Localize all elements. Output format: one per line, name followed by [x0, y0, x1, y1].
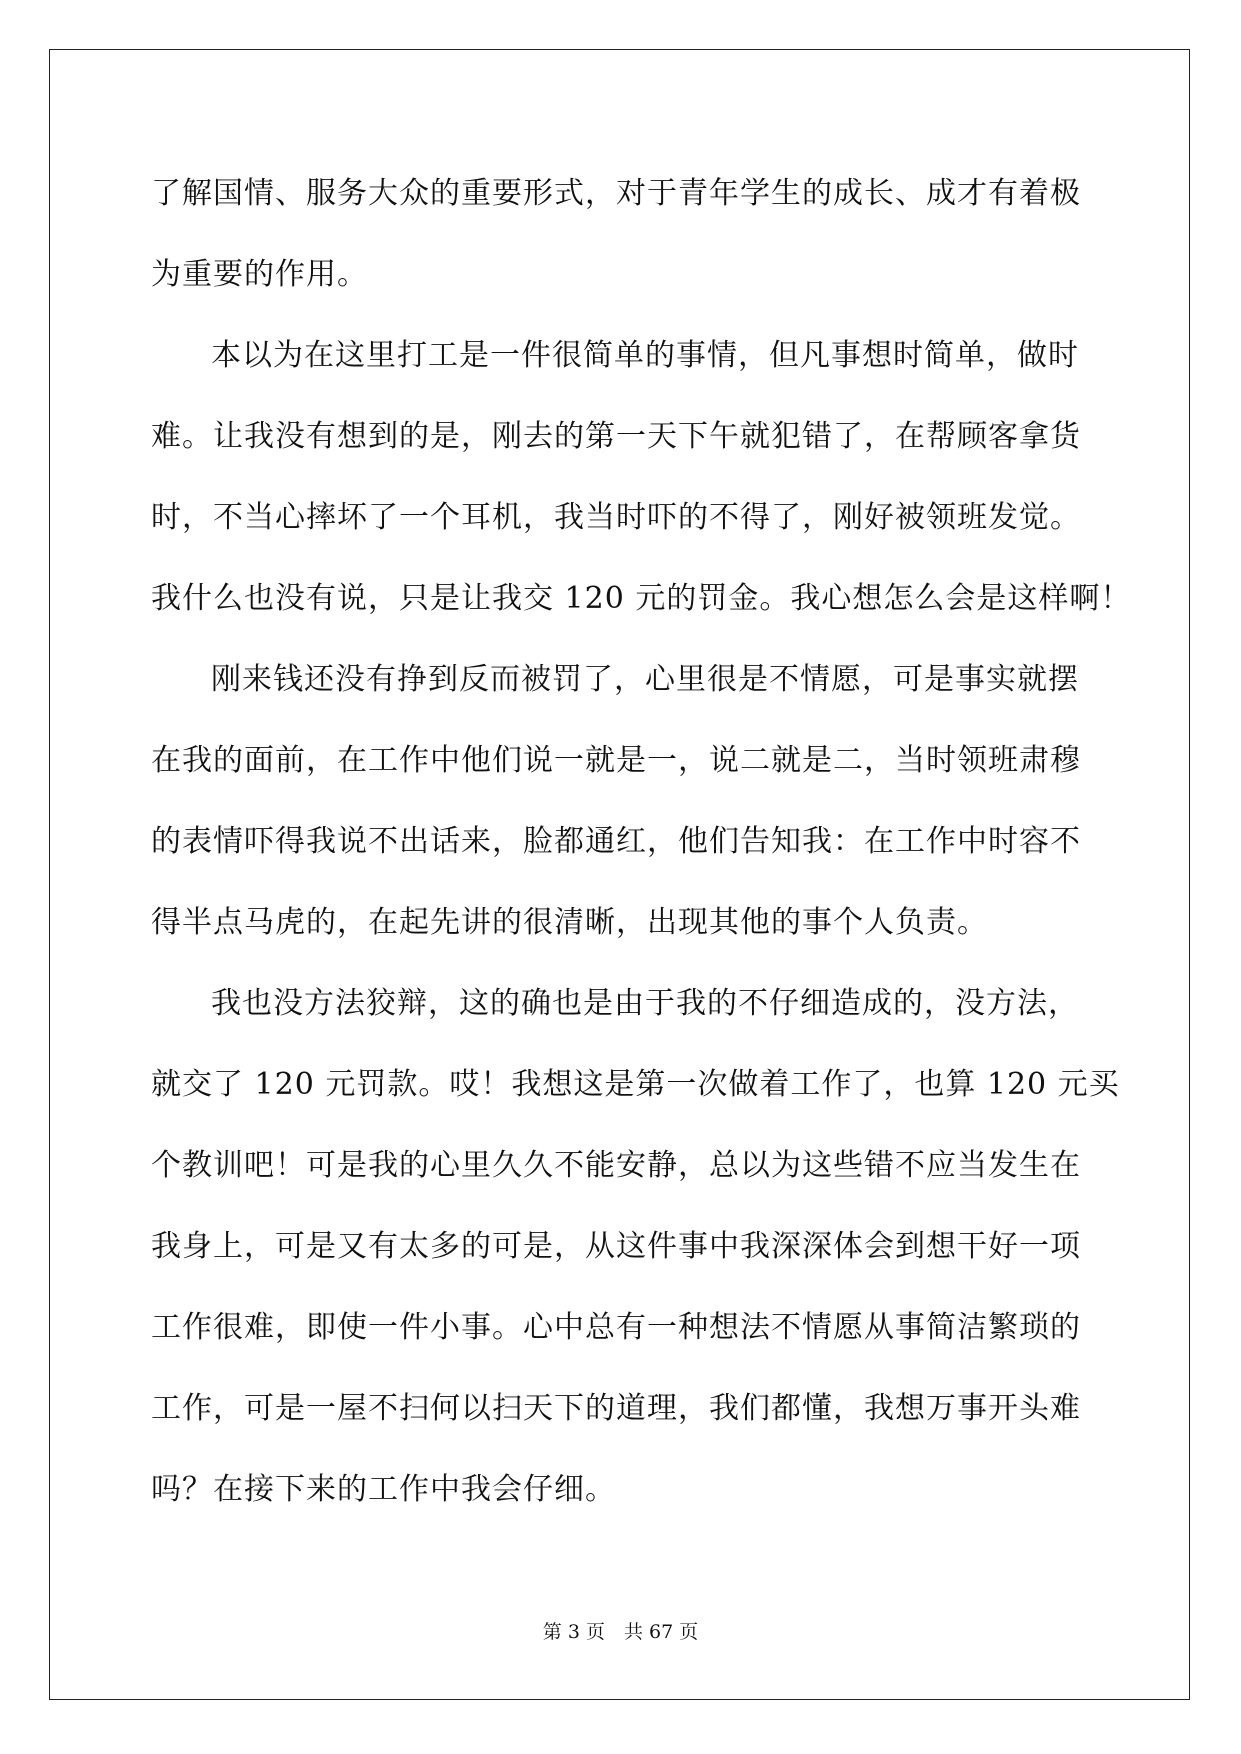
text-line: 了解国情、服务大众的重要形式，对于青年学生的成长、成才有着极	[151, 176, 1081, 211]
text-line: 工作很难，即使一件小事。心中总有一种想法不情愿从事简洁繁琐的	[151, 1310, 1081, 1345]
text-line: 我什么也没有说，只是让我交 120 元的罚金。我心想怎么会是这样啊！	[151, 581, 1132, 616]
document-body	[151, 153, 1132, 1530]
text-line: 本以为在这里打工是一件很简单的事情，但凡事想时简单，做时	[211, 338, 1079, 373]
text-line: 得半点马虎的，在起先讲的很清晰，出现其他的事个人负责。	[151, 905, 988, 940]
text-line: 刚来钱还没有挣到反而被罚了，心里很是不情愿，可是事实就摆	[211, 662, 1079, 697]
text-line: 在我的面前，在工作中他们说一就是一，说二就是二，当时领班肃穆	[151, 743, 1081, 778]
text-line: 工作，可是一屋不扫何以扫天下的道理，我们都懂，我想万事开头难	[151, 1391, 1081, 1426]
text-line: 我身上，可是又有太多的可是，从这件事中我深深体会到想干好一项	[151, 1229, 1081, 1264]
text-line: 为重要的作用。	[151, 257, 368, 292]
page-number-footer: 第 3 页 共 67 页	[542, 1621, 699, 1643]
text-line: 难。让我没有想到的是，刚去的第一天下午就犯错了，在帮顾客拿货	[151, 419, 1081, 454]
text-line: 我也没方法狡辩，这的确也是由于我的不仔细造成的，没方法，	[211, 986, 1079, 1021]
text-line: 就交了 120 元罚款。哎！我想这是第一次做着工作了，也算 120 元买	[151, 1067, 1120, 1102]
text-line: 吗？在接下来的工作中我会仔细。	[151, 1472, 616, 1507]
text-line: 个教训吧！可是我的心里久久不能安静，总以为这些错不应当发生在	[151, 1148, 1081, 1183]
text-line: 的表情吓得我说不出话来，脸都通红，他们告知我：在工作中时容不	[151, 824, 1081, 859]
text-line: 时，不当心摔坏了一个耳机，我当时吓的不得了，刚好被领班发觉。	[151, 500, 1081, 535]
